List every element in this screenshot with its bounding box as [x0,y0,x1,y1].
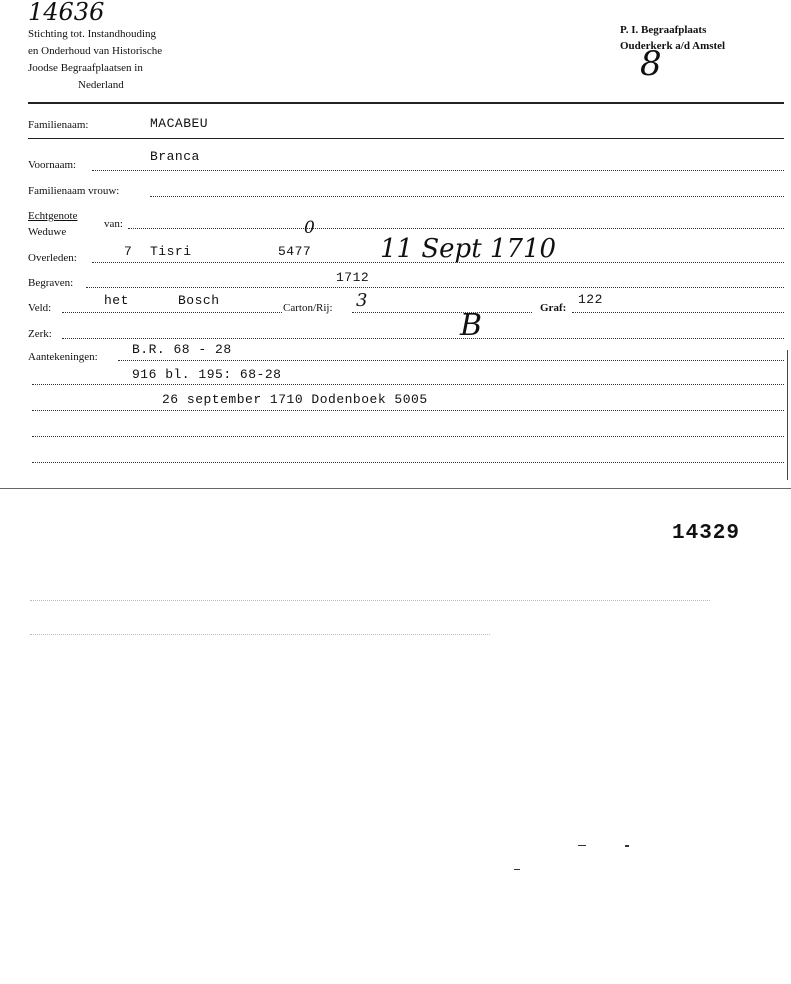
cemetery-line-1: P. I. Begraafplaats [620,24,707,36]
overleden-dotted-line [92,262,784,263]
cemetery-line-2: Ouderkerk a/d Amstel [620,40,726,52]
aantekeningen-dotted-line-3 [32,410,784,411]
overleden-year: 5477 [278,244,312,259]
scan-noise-line-2 [30,634,490,635]
veld-value-2: Bosch [178,293,220,308]
scan-speck-1 [578,845,586,846]
begraven-year: 1712 [336,270,370,285]
scan-speck-2 [625,845,629,847]
aantekeningen-dotted-line-2 [32,384,784,385]
cemetery-handwritten-mark: 8 [640,44,662,84]
card-right-edge [787,350,788,480]
veld-dotted-line [62,312,282,313]
aantekeningen-dotted-line-1 [118,360,784,361]
van-label: van: [104,218,123,230]
aantekeningen-dotted-line-5 [32,462,784,463]
begraven-label: Begraven: [28,277,74,289]
organisation-line-2: en Onderhoud van Historische [28,45,163,57]
zerk-dotted-line [62,338,784,339]
veld-value-1: het [104,293,129,308]
graf-value: 122 [578,292,603,307]
scan-noise-line-1 [30,600,710,601]
note-line-3: 26 september 1710 Dodenboek 5005 [162,392,428,407]
graf-dotted-line [572,312,784,313]
echtgenote-label: Echtgenote [28,210,78,222]
organisation-line-1: Stichting tot. Instandhouding [28,28,157,40]
familienaam-vrouw-label: Familienaam vrouw: [28,185,120,197]
familienaam-value: MACABEU [150,116,209,131]
organisation-line-3: Joodse Begraafplaatsen in [28,62,143,74]
overleden-label: Overleden: [28,252,77,264]
zerk-label: Zerk: [28,328,52,340]
aantekeningen-label: Aantekeningen: [28,351,98,363]
voornaam-label: Voornaam: [28,159,77,171]
voornaam-dotted-line [92,170,784,171]
familienaam-rule [28,138,784,139]
overleden-day: 7 [124,244,133,259]
note-line-1: B.R. 68 - 28 [132,342,232,357]
scan-speck-3 [514,869,520,870]
carton-rij-dotted-line [352,312,532,313]
van-dotted-line [128,228,784,229]
veld-label: Veld: [28,302,52,314]
record-card [0,0,791,490]
aantekeningen-dotted-line-4 [32,436,784,437]
handwritten-card-number: 14636 [28,0,105,26]
carton-rij-label: Carton/Rij: [283,302,333,314]
voornaam-value: Branca [150,149,200,164]
weduwe-label: Weduwe [28,226,67,238]
header-rule [28,102,784,104]
year-correction-mark: 0 [304,218,315,238]
stamp-number: 14329 [672,522,741,545]
familienaam-vrouw-dotted-line [150,196,784,197]
organisation-line-4: Nederland [78,79,124,91]
overleden-month: Tisri [150,244,192,259]
graf-label: Graf: [540,302,567,314]
note-line-2: 916 bl. 195: 68-28 [132,367,282,382]
overleden-handwritten-date: 11 Sept 1710 [380,234,557,264]
card-bottom-edge [0,488,791,489]
zerk-handwritten-value: B [460,308,483,343]
begraven-dotted-line [86,287,784,288]
rij-value: 3 [356,290,368,311]
familienaam-label: Familienaam: [28,119,89,131]
